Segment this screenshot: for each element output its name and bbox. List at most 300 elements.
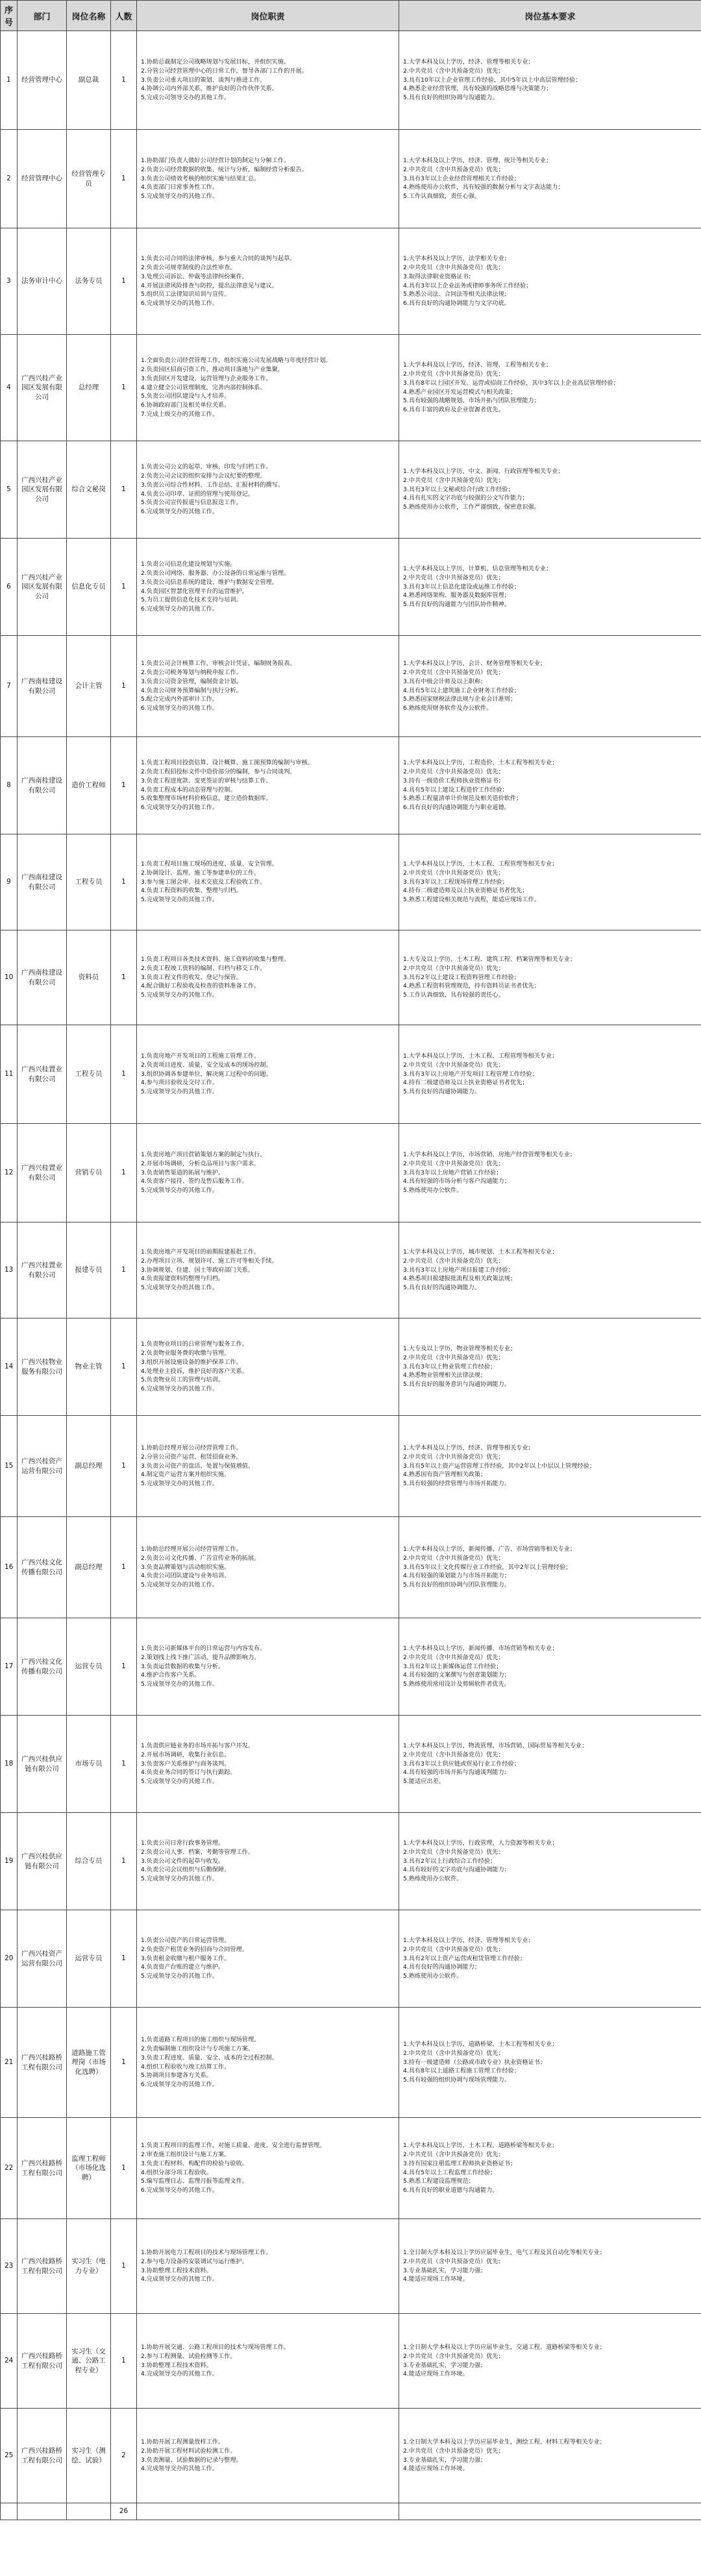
cell-requirements	[399, 1222, 701, 1318]
requirement-line: 1.大学本科及以上学历，经济、管理、工程等相关专业；	[403, 361, 552, 369]
duty-line: 1.负责房地产开发项目的前期报建报批工作。	[141, 1248, 260, 1256]
requirement-line: 5.熟悉公司法、合同法等相关法律法规；	[403, 291, 510, 298]
requirement-line: 5.熟练使用办公软件。	[403, 1973, 463, 1980]
duty-line: 1.负责公司信息化建设规划与实施。	[141, 560, 236, 568]
cell-position: 运营专员	[67, 1618, 111, 1716]
cell-count: 1	[111, 228, 137, 335]
cell-count: 1	[111, 1813, 137, 1910]
table-row	[1, 1517, 701, 1618]
requirement-line: 4.具有3年以上企业法务或律师事务所工作经验；	[403, 282, 532, 289]
requirement-line: 3.专业基础扎实，学习能力强；	[403, 2266, 487, 2274]
requirement-line: 1.大学本科及以上学历，会计、财务管理等相关专业；	[403, 659, 547, 667]
cell-seq: 23	[1, 2219, 18, 2314]
cell-dept	[18, 2503, 67, 2520]
requirement-line: 3.具有2年以上新媒体运营工作经验；	[403, 1662, 502, 1670]
duty-line: 2.参与工程测量、试验检测等工作。	[141, 2352, 236, 2360]
duty-line: 5.完成公司领导交办的其他工作。	[141, 94, 230, 102]
cell-requirements	[399, 2219, 701, 2314]
duty-line: 5.完成领导交办的其他工作。	[141, 896, 219, 904]
cell-position: 造价工程师	[67, 737, 111, 834]
cell-dept: 广西兴桂置业有限公司	[18, 1025, 67, 1124]
requirement-line: 4.熟练使用办公软件，具有较强的数据分析与文字表达能力；	[403, 184, 564, 191]
cell-count: 1	[111, 2008, 137, 2118]
requirement-line: 1.大学本科及以上学历，物流管理、市场营销、国际贸易等相关专业；	[403, 1742, 588, 1749]
duty-line: 2.开展市场调研，分析竞品项目与客户需求。	[141, 1160, 260, 1167]
requirement-line: 1.大学本科及以上学历，行政管理、人力资源等相关专业；	[403, 1839, 558, 1847]
cell-requirements	[399, 2008, 701, 2118]
cell-duties	[137, 1318, 399, 1416]
requirement-line: 3.具有3年以上企业经营管理相关工作经验；	[403, 175, 520, 182]
duty-line: 3.负责销售渠道的拓展与维护。	[141, 1169, 225, 1176]
requirement-line: 3.取得法律职业资格证书；	[403, 273, 474, 280]
cell-duties	[137, 1618, 399, 1716]
requirement-line: 4.熟悉项目报建报批流程及相关政策法规；	[403, 1275, 517, 1283]
cell-position: 实习生（测绘、试验）	[67, 2409, 111, 2503]
cell-duties	[137, 2008, 399, 2118]
requirement-line: 1.大学本科及以上学历，新闻传播、广告、市场营销等相关专业；	[403, 1545, 576, 1553]
cell-count: 1	[111, 2219, 137, 2314]
cell-duties	[137, 1716, 399, 1813]
duty-line: 5.完成领导交办的其他工作。	[141, 1875, 219, 1883]
requirement-line: 5.具有较强的经营管理与市场开拓能力。	[403, 1480, 510, 1488]
cell-seq: 17	[1, 1618, 18, 1716]
cell-requirements	[399, 31, 701, 130]
cell-duties	[137, 2409, 399, 2503]
duty-line: 4.负责公司财务预算编制与执行分析。	[141, 687, 242, 694]
cell-position: 法务专员	[67, 228, 111, 335]
requirement-line: 5.熟悉工程量清单计价规范及相关造价软件；	[403, 795, 523, 803]
cell-duties	[137, 441, 399, 539]
table-row	[1, 2409, 701, 2503]
total-count: 26	[111, 2503, 137, 2520]
duty-line: 2.协助开展工程材料试验检测工作。	[141, 2447, 236, 2455]
cell-seq: 4	[1, 335, 18, 441]
requirement-line: 5.具有良好的沟通协调能力。	[403, 1088, 481, 1096]
cell-dept: 广西兴桂置业有限公司	[18, 1124, 67, 1222]
cell-requirements	[399, 930, 701, 1025]
requirement-line: 1.大学本科及以上学历，经济、管理等相关专业；	[403, 1444, 534, 1452]
requirement-line: 4.熟悉工程资料管理规范，持有资料员证书者优先；	[403, 982, 540, 990]
cell-requirements	[399, 1910, 701, 2008]
cell-position: 综合文秘岗	[67, 441, 111, 539]
duty-line: 5.组织员工法律知识培训与宣传。	[141, 291, 230, 298]
cell-duties	[137, 130, 399, 228]
requirement-line: 5.具有较强的组织协调与现场管理能力。	[403, 2076, 510, 2084]
duty-line: 2.审查施工组织设计与施工方案。	[141, 2150, 230, 2158]
cell-count: 1	[111, 737, 137, 834]
requirement-line: 5.熟悉工程建设监理规范；	[403, 2178, 474, 2185]
duty-line: 5.完成领导交办的其他工作。	[141, 1681, 219, 1688]
requirement-line: 3.具有3年以上房地产项目报建工作经验；	[403, 1266, 514, 1274]
requirement-line: 4.熟悉产业园区开发运营模式与相关政策；	[403, 388, 517, 396]
cell-dept: 广西兴桂供应链有限公司	[18, 1716, 67, 1813]
requirement-line: 2.中共党员（含中共预备党员）优先；	[403, 1945, 504, 1953]
duty-line: 1.协助总经理开展公司经营管理工作。	[141, 1545, 242, 1553]
duty-line: 1.负责物业项目的日常管理与服务工作。	[141, 1340, 248, 1348]
table-row	[1, 1716, 701, 1813]
duty-line: 2.负责公司税务筹划与纳税申报工作。	[141, 668, 242, 676]
cell-seq	[1, 2503, 18, 2520]
cell-dept: 广西兴桂路桥工程有限公司	[18, 2219, 67, 2314]
duty-line: 5.协调项目参建各方关系。	[141, 2072, 212, 2080]
duty-line: 3.负责运营数据的收集与分析。	[141, 1662, 225, 1670]
requirement-line: 2.中共党员（含中共预备党员）优先；	[403, 2447, 504, 2455]
table-row	[1, 1910, 701, 2008]
requirement-line: 2.中共党员（含中共预备党员）优先；	[403, 2150, 504, 2158]
cell-requirements	[399, 228, 701, 335]
requirement-line: 6.具有良好的沟通协调能力与文字功底。	[403, 300, 510, 308]
requirement-line: 3.持有一级建造师（公路或市政专业）执业资格证书；	[403, 2058, 547, 2066]
duty-line: 5.收集整理市场材料价格信息，建立造价数据库。	[141, 795, 272, 803]
duty-line: 5.为员工提供信息化技术支持与培训。	[141, 596, 242, 604]
requirement-line: 2.中共党员（含中共预备党员）优先；	[403, 1354, 504, 1361]
requirement-line: 1.大学本科及以上学历，计算机、信息管理等相关专业；	[403, 565, 552, 572]
requirement-line: 3.持有国家注册监理工程师执业资格证书；	[403, 2159, 517, 2167]
duty-line: 2.负责工程招投标文件中造价部分的编制，参与合同谈判。	[141, 768, 296, 775]
cell-position: 运营专员	[67, 1910, 111, 2008]
cell-position: 市场专员	[67, 1716, 111, 1813]
duty-line: 2.负责公司文化传播、广告宣传业务的拓展。	[141, 1554, 260, 1562]
requirement-line: 3.具有5年以上文化传媒行业工作经验，其中2年以上管理经验；	[403, 1563, 572, 1571]
cell-count: 1	[111, 1124, 137, 1222]
table-row	[1, 2314, 701, 2409]
duty-line: 5.负责物业员工的管理与培训。	[141, 1376, 225, 1384]
requirement-line: 3.具有2年以上建设工程资料管理工作经验；	[403, 973, 520, 981]
requirement-line: 2.中共党员（含中共预备党员）优先；	[403, 2257, 504, 2265]
requirement-line: 2.中共党员（含中共预备党员）优先；	[403, 768, 504, 775]
requirement-line: 1.全日制大学本科及以上学历应届毕业生，交通工程、道路桥梁等相关专业；	[403, 2343, 606, 2351]
duty-line: 1.负责公司日常行政事务管理。	[141, 1839, 225, 1847]
cell-dept: 广西兴桂产业园区发展有限公司	[18, 335, 67, 441]
cell-dept: 广西兴桂路桥工程有限公司	[18, 2008, 67, 2118]
cell-dept: 广西兴桂产业园区发展有限公司	[18, 441, 67, 539]
requirement-line: 4.能适应现场工作环境。	[403, 2465, 469, 2473]
cell-count: 2	[111, 2409, 137, 2503]
cell-seq: 9	[1, 834, 18, 930]
duty-line: 2.策划线上线下推广活动，提升品牌影响力。	[141, 1653, 260, 1661]
cell-duties	[137, 930, 399, 1025]
requirement-line: 5.熟练使用常用设计及剪辑软件者优先。	[403, 1681, 510, 1688]
duty-line: 3.负责公司信息系统的建设、维护与数据安全管理。	[141, 578, 278, 586]
requirement-line: 4.具有5年以上建设工程造价工作经验；	[403, 786, 508, 794]
header-requirements: 岗位基本要求	[399, 1, 701, 31]
requirement-line: 3.具有3年以上工程现场管理工作经验；	[403, 878, 508, 886]
cell-count: 1	[111, 31, 137, 130]
duty-line: 5.完成领导交办的其他工作。	[141, 991, 219, 999]
duty-line: 2.负责项目进度、质量、安全及成本的现场控制。	[141, 1061, 272, 1069]
table-row	[1, 130, 701, 228]
cell-seq: 19	[1, 1813, 18, 1910]
duty-line: 1.负责工程项目各类技术资料、施工资料的收集与整理。	[141, 955, 290, 963]
cell-dept: 广西南桂建设有限公司	[18, 834, 67, 930]
cell-count: 1	[111, 130, 137, 228]
duty-line: 4.参与项目验收及交付工作。	[141, 1079, 219, 1087]
cell-dept: 广西兴桂产业园区发展有限公司	[18, 539, 67, 636]
header-duties: 岗位职责	[137, 1, 399, 31]
cell-duties	[137, 1813, 399, 1910]
requirement-line: 1.大学本科及以上学历，经济、管理等相关专业；	[403, 1936, 534, 1944]
table-row	[1, 2219, 701, 2314]
cell-seq: 25	[1, 2409, 18, 2503]
duty-line: 4.负责公司会议组织与后勤保障。	[141, 1866, 230, 1874]
requirement-line: 2.中共党员（含中共预备党员）优先；	[403, 1257, 504, 1265]
requirement-line: 2.中共党员（含中共预备党员）优先；	[403, 869, 504, 877]
cell-seq: 20	[1, 1910, 18, 2008]
duty-line: 1.负责道路工程项目的施工组织与现场管理。	[141, 2035, 260, 2043]
requirement-line: 2.中共党员（含中共预备党员）优先；	[403, 1848, 504, 1856]
duty-line: 2.负责园区招商引资工作，推动项目落地与产业集聚。	[141, 365, 284, 373]
table-row	[1, 1416, 701, 1517]
requirement-line: 5.具有良好的服务意识与沟通协调能力。	[403, 1381, 510, 1389]
table-row	[1, 228, 701, 335]
header-dept: 部门	[18, 1, 67, 31]
duty-line: 5.负责公司宣传报道与信息报送工作。	[141, 499, 242, 507]
requirement-line: 1.大专及以上学历，物业管理等相关专业；	[403, 1344, 517, 1352]
duty-line: 7.完成上级交办的其他工作。	[141, 411, 219, 419]
cell-requirements	[399, 539, 701, 636]
cell-requirements	[399, 737, 701, 834]
cell-dept: 广西南桂建设有限公司	[18, 737, 67, 834]
header-count: 人数	[111, 1, 137, 31]
duty-line: 6.协调政府部门及相关单位关系。	[141, 402, 230, 409]
requirement-line: 3.具有3年以上房地产营销工作经验；	[403, 1169, 502, 1176]
requirement-line: 1.全日制大学本科及以上学历应届毕业生，电气工程及其自动化等相关专业；	[403, 2248, 606, 2256]
requirement-line: 3.具有2年以上行政综合工作经验；	[403, 1857, 497, 1865]
cell-seq: 5	[1, 441, 18, 539]
requirement-line: 5.熟练使用办公软件，工作严谨细致，保密意识强。	[403, 504, 540, 511]
duty-line: 5.完成领导交办的其他工作。	[141, 1973, 219, 1980]
duty-line: 2.负责公司人事、档案、考勤等管理工作。	[141, 1848, 254, 1856]
requirement-line: 2.中共党员（含中共预备党员）优先；	[403, 67, 504, 75]
duty-line: 4.完成领导交办的其他工作。	[141, 2370, 219, 2378]
cell-dept: 广西兴桂文化传播有限公司	[18, 1618, 67, 1716]
cell-seq: 14	[1, 1318, 18, 1416]
cell-duties	[137, 1910, 399, 2008]
cell-seq: 6	[1, 539, 18, 636]
table-row	[1, 930, 701, 1025]
duty-line: 2.分管公司经营管理中心的日常工作，督导各部门工作的开展。	[141, 67, 308, 75]
table-row	[1, 1124, 701, 1222]
duty-line: 3.协助整理工程技术资料。	[141, 2266, 212, 2274]
duty-line: 3.参与施工图会审、技术交底及工程验收工作。	[141, 878, 266, 886]
duty-line: 6.完成领导交办的其他工作。	[141, 1385, 219, 1393]
duty-line: 2.协调设计、监理、施工等参建单位的工作。	[141, 869, 260, 877]
cell-seq: 3	[1, 228, 18, 335]
requirement-line: 1.大专及以上学历，土木工程、建筑工程、档案管理等相关专业；	[403, 955, 576, 963]
table-row	[1, 1222, 701, 1318]
cell-position: 道路施工管理岗（市场化选聘）	[67, 2008, 111, 2118]
duty-line: 3.负责工程进度、质量、安全、成本的全过程控制。	[141, 2054, 278, 2061]
requirement-line: 2.中共党员（含中共预备党员）优先；	[403, 165, 504, 173]
header-seq: 序号	[1, 1, 18, 31]
duty-line: 4.制定资产运营方案并组织实施。	[141, 1471, 230, 1479]
duty-line: 3.协助整理工程技术资料。	[141, 2361, 212, 2369]
requirement-line: 3.具有3年以上供应链或贸易行业工作经验；	[403, 1760, 520, 1768]
duty-line: 1.负责公司新媒体平台的日常运营与内容发布。	[141, 1644, 266, 1652]
duty-line: 6.完成领导交办的其他工作。	[141, 2187, 219, 2194]
duty-line: 3.负责公司重大项目的策划、谈判与推进工作。	[141, 76, 266, 84]
cell-seq: 11	[1, 1025, 18, 1124]
requirement-line: 4.具有较强的文案撰写与创意策划能力；	[403, 1671, 510, 1679]
cell-count: 1	[111, 1025, 137, 1124]
cell-requirements	[399, 335, 701, 441]
cell-duties	[137, 1416, 399, 1517]
requirement-line: 4.熟悉网络架构、服务器及数据库管理；	[403, 592, 510, 600]
requirement-line: 4.具有较强的策划能力与市场开拓能力；	[403, 1572, 510, 1580]
requirement-line: 4.持有二级建造师及以上执业资格证书者优先；	[403, 1079, 528, 1087]
cell-seq: 16	[1, 1517, 18, 1618]
requirement-line: 4.熟悉物业管理相关法律法规；	[403, 1372, 487, 1379]
duty-line: 5.完成领导交办的其他工作。	[141, 1480, 219, 1488]
table-row	[1, 441, 701, 539]
duty-line: 5.完成领导交办的其他工作。	[141, 1187, 219, 1195]
cell-count: 1	[111, 539, 137, 636]
duty-line: 4.配合做好工程验收及检查的资料准备工作。	[141, 982, 260, 990]
requirement-line: 2.中共党员（含中共预备党员）优先；	[403, 370, 504, 378]
cell-dept: 广西南桂建设有限公司	[18, 636, 67, 737]
duty-line: 2.开展市场调研，收集行业信息。	[141, 1751, 230, 1758]
cell-count: 1	[111, 335, 137, 441]
cell-dept: 广西兴桂路桥工程有限公司	[18, 2314, 67, 2409]
requirement-line: 6.熟练使用财务软件及办公软件。	[403, 705, 493, 712]
cell-seq: 10	[1, 930, 18, 1025]
requirement-line: 1.大学本科及以上学历，土木工程、工程管理等相关专业；	[403, 860, 558, 868]
table-body	[1, 31, 701, 2520]
table-row	[1, 636, 701, 737]
duty-line: 4.负责园区智慧化管理平台的运营维护。	[141, 587, 248, 595]
duty-line: 2.负责公司网络、服务器、办公设备的日常运维与管理。	[141, 569, 290, 577]
cell-position: 会计主管	[67, 636, 111, 737]
cell-dept: 广西兴桂供应链有限公司	[18, 1813, 67, 1910]
cell-requirements	[399, 2409, 701, 2503]
duty-line: 2.负责资产租赁业务的招商与合同管理。	[141, 1945, 248, 1953]
requirement-line: 4.能适应现场工作环境。	[403, 2276, 469, 2283]
duty-line: 5.负责公司团队建设与人才培养。	[141, 393, 230, 400]
header-row	[1, 1, 701, 31]
duty-line: 2.办理项目立项、规划许可、施工许可等相关手续。	[141, 1257, 278, 1265]
requirement-line: 4.能适应现场工作环境。	[403, 2370, 469, 2378]
requirement-line: 6.具有丰富的政府及企业资源者优先。	[403, 406, 504, 414]
requirement-line: 4.具有扎实的文字功底与较强的公文写作能力；	[403, 494, 528, 502]
duty-line: 1.全面负责公司经营管理工作，组织实施公司发展战略与年度经营计划。	[141, 356, 332, 364]
cell-count: 1	[111, 1318, 137, 1416]
requirement-line: 1.大学本科及以上学历，土木工程、道路桥梁等相关专业；	[403, 2141, 558, 2149]
cell-seq: 21	[1, 2008, 18, 2118]
duty-line: 3.负责工程材料、构配件的检验与验收。	[141, 2159, 248, 2167]
requirement-line: 4.熟悉企业经营管理，具有较强的战略思维与决策能力；	[403, 85, 552, 93]
requirement-line: 6.具有良好的职业道德与沟通能力。	[403, 2187, 498, 2194]
duty-line: 3.负责公司综合性材料、工作总结、汇报材料的撰写。	[141, 481, 284, 489]
table-row	[1, 2008, 701, 2118]
cell-seq: 8	[1, 737, 18, 834]
requirement-line: 1.大学本科及以上学历，土木工程、工程管理等相关专业；	[403, 1052, 558, 1060]
duty-line: 3.负责公司资产的盘活、处置与保值增值。	[141, 1462, 254, 1470]
cell-position: 监理工程师（市场化选聘）	[67, 2118, 111, 2219]
cell-dept: 法务审计中心	[18, 228, 67, 335]
cell-position: 副总经理	[67, 1416, 111, 1517]
duty-line: 1.负责工程项目投资估算、设计概算、施工图预算的编制与审核。	[141, 759, 314, 766]
requirement-line: 3.持有一级造价工程师执业资格证书；	[403, 777, 504, 784]
requirement-line: 3.专业基础扎实，学习能力强；	[403, 2361, 487, 2369]
requirement-line: 5.具有良好的沟通能力与团队协作精神。	[403, 601, 510, 609]
requirement-line: 1.大学本科及以上学历，城市规划、土木工程等相关专业；	[403, 1248, 558, 1256]
duty-line: 1.协助总经理开展公司经营管理工作。	[141, 1444, 242, 1452]
duty-line: 4.完成领导交办的其他工作。	[141, 2465, 219, 2473]
duty-line: 4.负责客户接待、签约及售后服务工作。	[141, 1178, 248, 1185]
cell-position: 物业主管	[67, 1318, 111, 1416]
requirement-line: 4.持有二级建造师及以上执业资格证书者优先；	[403, 887, 528, 895]
duty-line: 2.参与电力设备的安装调试与运行维护。	[141, 2257, 248, 2265]
duty-line: 6.完成领导交办的其他工作。	[141, 804, 219, 812]
requirement-line: 2.中共党员（含中共预备党员）优先；	[403, 574, 504, 581]
duty-line: 4.负责部门日常事务性工作。	[141, 184, 219, 191]
cell-count: 1	[111, 2118, 137, 2219]
table-row	[1, 2118, 701, 2219]
requirement-line: 2.中共党员（含中共预备党员）优先；	[403, 263, 504, 271]
requirement-line: 5.具有良好的组织协调与沟通能力。	[403, 94, 498, 102]
duty-line: 4.负责报建资料的整理与归档。	[141, 1275, 225, 1283]
duty-line: 3.协调规划、住建、国土等政府部门关系。	[141, 1266, 254, 1274]
cell-position: 实习生（电力专业）	[67, 2219, 111, 2314]
table-row	[1, 539, 701, 636]
duty-line: 1.协助总裁制定公司战略规划与发展目标，并组织实施。	[141, 58, 290, 66]
duty-line: 3.负责测量、试验数据的记录与整理。	[141, 2456, 242, 2464]
duty-line: 4.负责业务合同的签订与执行跟踪。	[141, 1769, 236, 1777]
requirement-line: 2.中共党员（含中共预备党员）优先；	[403, 1061, 504, 1069]
cell-requirements	[399, 1025, 701, 1124]
cell-dept: 经营管理中心	[18, 31, 67, 130]
cell-requirements	[399, 2503, 701, 2520]
cell-count: 1	[111, 1618, 137, 1716]
duty-line: 3.负责租金收缴与租户服务工作。	[141, 1954, 230, 1962]
duty-line: 3.组织协调各参建单位，解决施工过程中的问题。	[141, 1070, 272, 1078]
total-row	[1, 2503, 701, 2520]
duty-line: 4.协调公司内外部关系，维护良好的合作伙伴关系。	[141, 85, 278, 93]
cell-requirements	[399, 636, 701, 737]
cell-requirements	[399, 1416, 701, 1517]
cell-requirements	[399, 441, 701, 539]
requirement-line: 5.工作认真细致，责任心强。	[403, 193, 481, 200]
duty-line: 3.负责公司绩效考核的组织实施与结果汇总。	[141, 175, 260, 182]
cell-count: 1	[111, 1910, 137, 2008]
cell-dept: 经营管理中心	[18, 130, 67, 228]
requirement-line: 3.专业基础扎实，学习能力强；	[403, 2456, 487, 2464]
cell-requirements	[399, 834, 701, 930]
requirement-line: 3.具有3年以上文秘或综合行政工作经验；	[403, 485, 514, 493]
cell-requirements	[399, 2314, 701, 2409]
requirement-line: 5.具有较强的战略规划、市场开拓与团队管理能力；	[403, 397, 540, 405]
cell-duties	[137, 1025, 399, 1124]
cell-duties	[137, 31, 399, 130]
duty-line: 6.完成领导交办的其他工作。	[141, 300, 219, 308]
duty-line: 1.负责公司公文的起草、审核、印发与归档工作。	[141, 463, 272, 470]
cell-position: 副总经理	[67, 1517, 111, 1618]
requirement-line: 1.大学本科及以上学历，经济、管理等相关专业；	[403, 58, 534, 66]
cell-requirements	[399, 130, 701, 228]
cell-duties	[137, 539, 399, 636]
requirement-line: 3.具有中级会计师及以上职称；	[403, 677, 487, 685]
cell-duties	[137, 2503, 399, 2520]
requirement-line: 4.具有5年以上建筑施工企业财务工作经验；	[403, 687, 520, 694]
cell-dept: 广西兴桂置业有限公司	[18, 1222, 67, 1318]
cell-position: 总经理	[67, 335, 111, 441]
duty-line: 1.负责工程项目的监理工作，对施工质量、进度、安全进行监督管理。	[141, 2141, 326, 2149]
requirement-line: 3.具有3年以上信息化建设或运维工作经验；	[403, 583, 520, 590]
duty-line: 4.维护合作客户关系。	[141, 1671, 201, 1679]
cell-position: 工程专员	[67, 1025, 111, 1124]
cell-duties	[137, 2118, 399, 2219]
requirement-line: 5.能适应出差。	[403, 1778, 445, 1786]
